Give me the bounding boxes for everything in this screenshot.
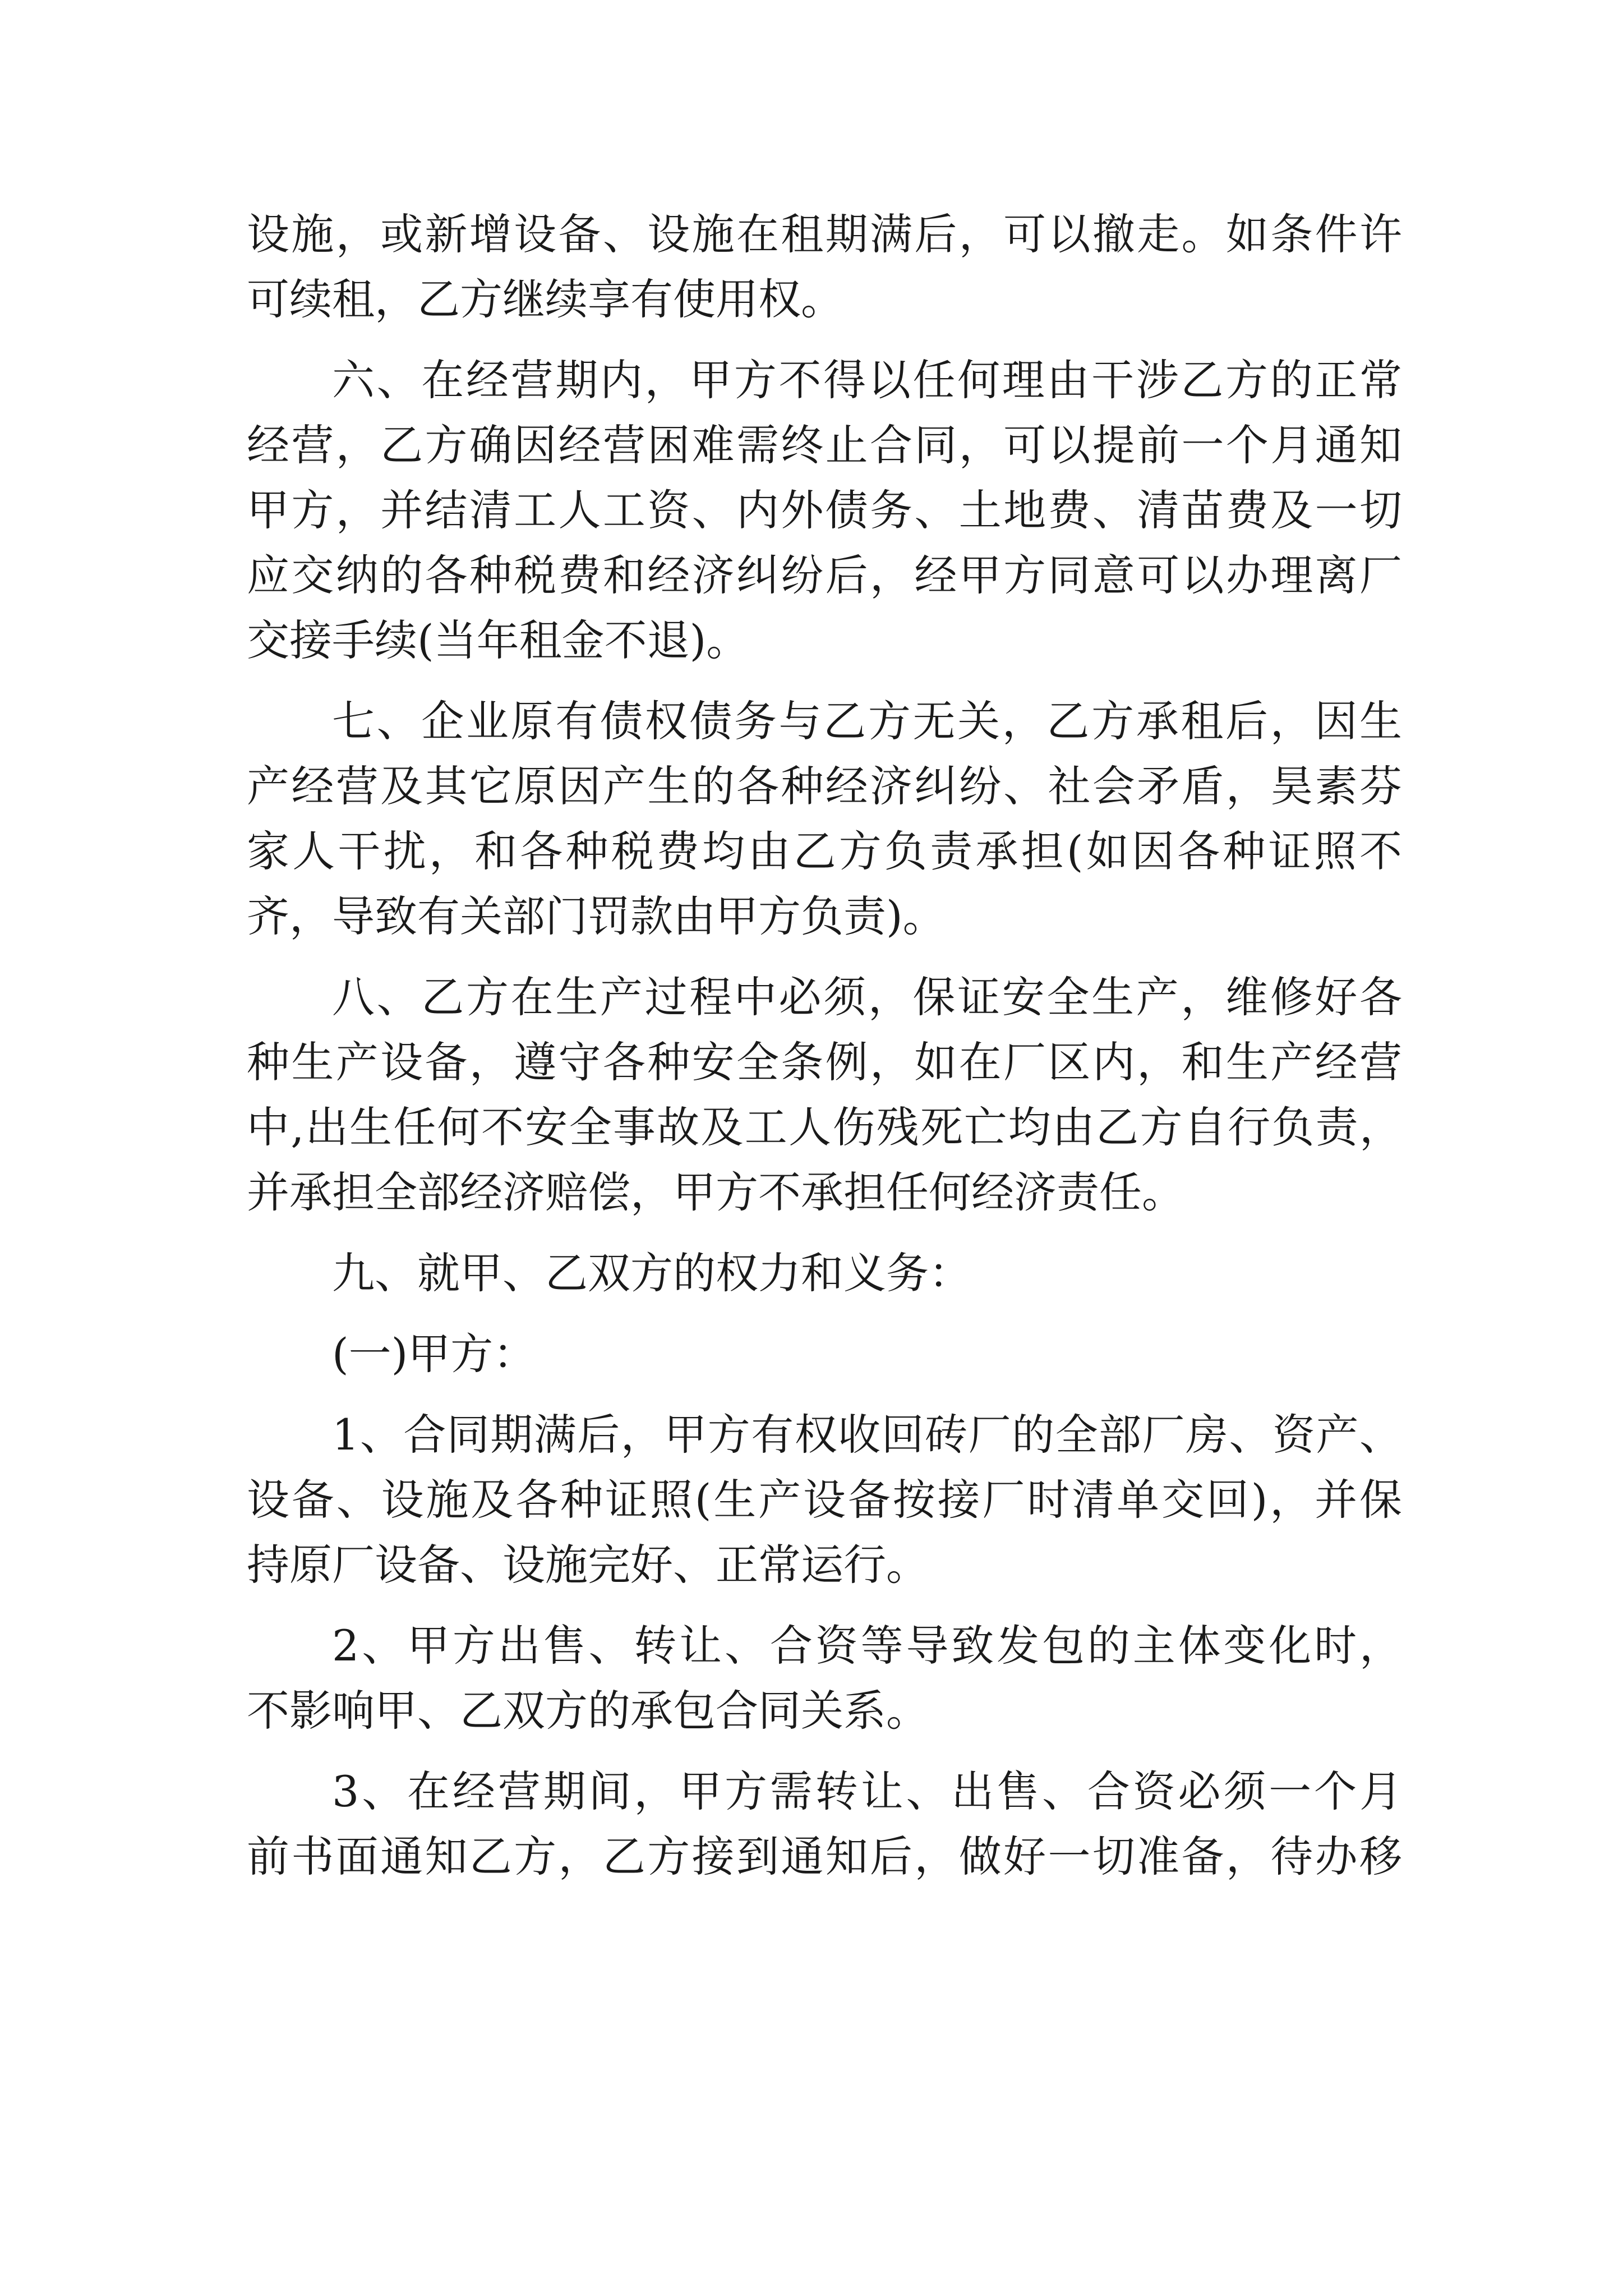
text-line: 3、在经营期间，甲方需转让、出售、合资必须一个月 — [332, 1766, 1402, 1816]
paragraph-item-3 — [247, 1759, 1402, 1889]
text-line: 齐，导致有关部门罚款由甲方负责)。 — [247, 891, 946, 941]
text-line: 八、乙方在生产过程中必须，保证安全生产，维修好各 — [332, 972, 1402, 1022]
paragraph-continuation — [247, 202, 1402, 332]
text-line: 可续租，乙方继续享有使用权。 — [247, 274, 843, 324]
document-body — [247, 202, 1402, 1905]
paragraph-clause-9 — [247, 1241, 1402, 1306]
text-line: 持原厂设备、设施完好、正常运行。 — [247, 1540, 929, 1590]
text-line: 产经营及其它原因产生的各种经济纠纷、社会矛盾，昊素芬 — [247, 761, 1402, 811]
text-line: 甲方，并结清工人工资、内外债务、土地费、清苗费及一切 — [247, 485, 1402, 535]
text-line: (一)甲方： — [332, 1329, 536, 1379]
paragraph-clause-7 — [247, 689, 1402, 949]
paragraph-party-a-heading — [247, 1322, 1402, 1387]
paragraph-clause-6 — [247, 348, 1402, 673]
text-line: 不影响甲、乙双方的承包合同关系。 — [247, 1686, 929, 1736]
text-line: 设备、设施及各种证照(生产设备按接厂时清单交回)，并保 — [247, 1475, 1402, 1525]
paragraph-clause-8 — [247, 965, 1402, 1225]
text-line: 家人干扰，和各种税费均由乙方负责承担(如因各种证照不 — [247, 826, 1402, 876]
text-line: 应交纳的各种税费和经济纠纷后，经甲方同意可以办理离厂 — [247, 550, 1402, 600]
text-line: 交接手续(当年租金不退)。 — [247, 615, 749, 665]
text-line: 2、甲方出售、转让、合资等导致发包的主体变化时， — [332, 1621, 1402, 1671]
text-line: 经营，乙方确因经营困难需终止合同，可以提前一个月通知 — [247, 420, 1402, 470]
text-line: 设施，或新增设备、设施在租期满后，可以撤走。如条件许 — [247, 209, 1402, 259]
paragraph-item-1 — [247, 1402, 1402, 1598]
paragraph-item-2 — [247, 1613, 1402, 1743]
text-line: 前书面通知乙方，乙方接到通知后，做好一切准备，待办移 — [247, 1832, 1402, 1881]
text-line: 种生产设备，遵守各种安全条例，如在厂区内，和生产经营 — [247, 1037, 1402, 1087]
text-line: 中,出生任何不安全事故及工人伤残死亡均由乙方自行负责， — [247, 1102, 1402, 1152]
text-line: 1、合同期满后，甲方有权收回砖厂的全部厂房、资产、 — [332, 1410, 1402, 1460]
text-line: 并承担全部经济赔偿，甲方不承担任何经济责任。 — [247, 1167, 1184, 1217]
text-line: 九、就甲、乙双方的权力和义务： — [332, 1248, 971, 1298]
text-line: 六、在经营期内，甲方不得以任何理由干涉乙方的正常 — [332, 355, 1402, 405]
text-line: 七、企业原有债权债务与乙方无关，乙方承租后，因生 — [332, 696, 1402, 746]
